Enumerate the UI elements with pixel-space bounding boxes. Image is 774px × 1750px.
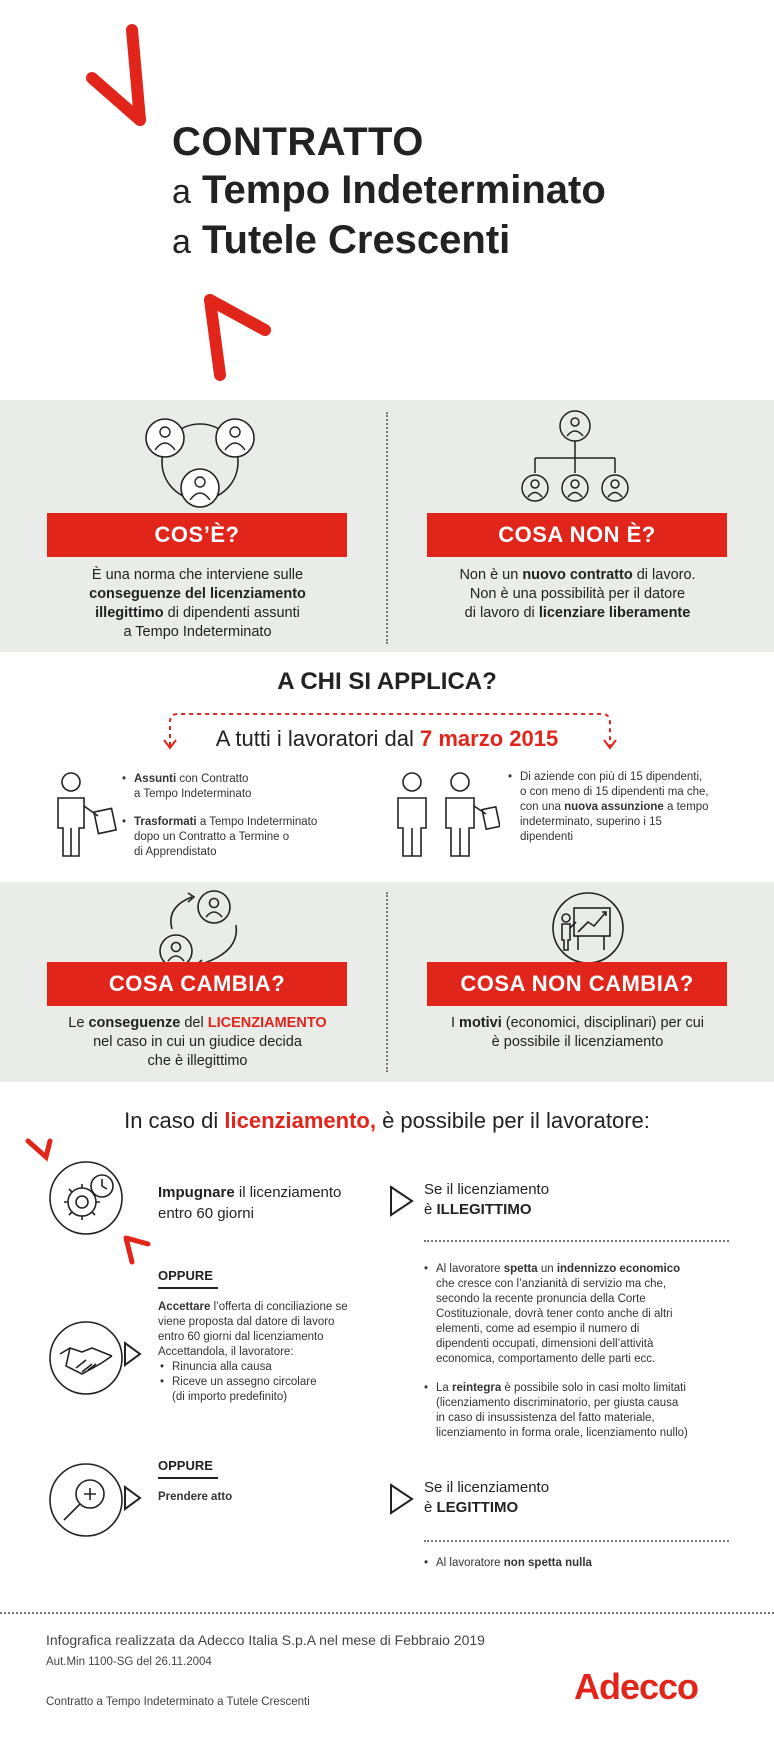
applies-to-subheading: A tutti i lavoratori dal 7 marzo 2015 xyxy=(0,726,774,752)
worker-icon xyxy=(46,770,126,860)
people-cycle-icon xyxy=(140,410,260,510)
footer-divider xyxy=(0,1612,774,1614)
divider xyxy=(424,1240,729,1242)
oppure-label-1: OPPURE xyxy=(158,1268,213,1283)
footer-authorization: Aut.Min 1100-SG del 26.11.2004 xyxy=(46,1656,212,1668)
title-line-1: CONTRATTO xyxy=(172,120,424,164)
title-line-2: a Tempo Indeterminato xyxy=(172,168,606,212)
chevron-decoration-small xyxy=(120,1230,160,1270)
divider xyxy=(386,412,388,644)
page-title xyxy=(172,118,732,266)
cosa-non-e-description: Non è un nuovo contratto di lavoro. Non è una possibilità per il datore di lavoro di licenziare liberamente xyxy=(459,567,696,621)
illegittimo-details: • Al lavoratore spetta un indennizzo economico che cresce con l’anzianità di servizio ma che, secondo la recente pronuncia della Corte Costituzionale, dovrà tener conto anche di altri elementi, come ad esempio il numero di dipendenti occupati, dimensioni dell’attività economica, comportamento delle parti ecc. • La reintegra è possibile solo in casi molto limitati (licenziamento discriminatorio, per giusta causa in caso di insussistenza del fatto materiale, licenziamento in forma orale, licenziamento nullo) xyxy=(424,1262,744,1441)
chevron-decoration-bottom xyxy=(190,285,280,395)
label-cosa-non-e: COSA NON È? xyxy=(427,513,727,557)
label-cosa-non-cambia: COSA NON CAMBIA? xyxy=(427,962,727,1006)
adecco-logo[interactable]: Adecco xyxy=(574,1666,699,1707)
applies-right-list: • Di aziende con più di 15 dipendenti, o con meno di 15 dipendenti ma che, con una nuova assunzione a tempo indeterminato, superino i 15 dipendenti xyxy=(508,770,758,845)
handshake-icon xyxy=(46,1318,126,1398)
option-accettare: Accettare l’offerta di conciliazione se viene proposta dal datore di lavoro entro 60 giorni dal licenziamento Accettandola, il lavoratore: • Rinuncia alla causa • Riceve un assegno circolare (di importo predefinito) xyxy=(158,1300,388,1405)
divider xyxy=(386,892,388,1072)
two-workers-icon xyxy=(390,770,500,860)
legittimo-details: • Al lavoratore non spetta nulla xyxy=(424,1556,744,1571)
title-line-3: a Tutele Crescenti xyxy=(172,218,511,262)
applies-left-list: • Assunti con Contratto a Tempo Indeterminato • Trasformati a Tempo Indeterminato dopo un Contratto a Termine o di Apprendistato xyxy=(122,772,352,860)
footer-subtitle: Contratto a Tempo Indeterminato a Tutele Crescenti xyxy=(46,1696,310,1708)
cosa-non-cambia-description: I motivi (economici, disciplinari) per cui è possibile il licenziamento xyxy=(450,1015,705,1050)
gear-clock-icon xyxy=(46,1158,126,1238)
divider xyxy=(158,1477,218,1479)
oppure-label-2: OPPURE xyxy=(158,1458,213,1473)
org-chart-icon xyxy=(520,408,630,508)
licenziamento-heading: In caso di licenziamento, è possibile per il lavoratore: xyxy=(124,1108,650,1133)
cosa-cambia-description: Le conseguenze del LICENZIAMENTO nel caso in cui un giudice decida che è illegittimo xyxy=(68,1015,327,1069)
divider xyxy=(158,1287,218,1289)
presentation-icon xyxy=(548,888,628,968)
a-chi-si-applica-heading: A CHI SI APPLICA? xyxy=(277,668,497,695)
footer-credit: Infografica realizzata da Adecco Italia S.p.A nel mese di Febbraio 2019 xyxy=(46,1632,485,1648)
magnifier-icon xyxy=(46,1460,126,1540)
label-cosa-cambia: COSA CAMBIA? xyxy=(47,962,347,1006)
chevron-decoration-top xyxy=(80,20,170,130)
se-legittimo-label: Se il licenziamento è LEGITTIMO xyxy=(424,1479,550,1516)
option-impugnare: Impugnare il licenziamento entro 60 giorni xyxy=(158,1184,342,1222)
play-arrow-icon xyxy=(388,1482,416,1516)
divider xyxy=(424,1540,729,1542)
se-illegittimo-label: Se il licenziamento è ILLEGITTIMO xyxy=(424,1181,550,1218)
option-prendere-atto: Prendere atto xyxy=(158,1491,233,1503)
label-cos-e: COS’È? xyxy=(47,513,347,557)
play-arrow-icon xyxy=(122,1484,144,1512)
cos-e-description: È una norma che interviene sulle conseguenze del licenziamento illegittimo di dipendenti assunti a Tempo Indeterminato xyxy=(89,567,306,640)
play-arrow-icon xyxy=(388,1184,416,1218)
play-arrow-icon xyxy=(122,1340,144,1368)
